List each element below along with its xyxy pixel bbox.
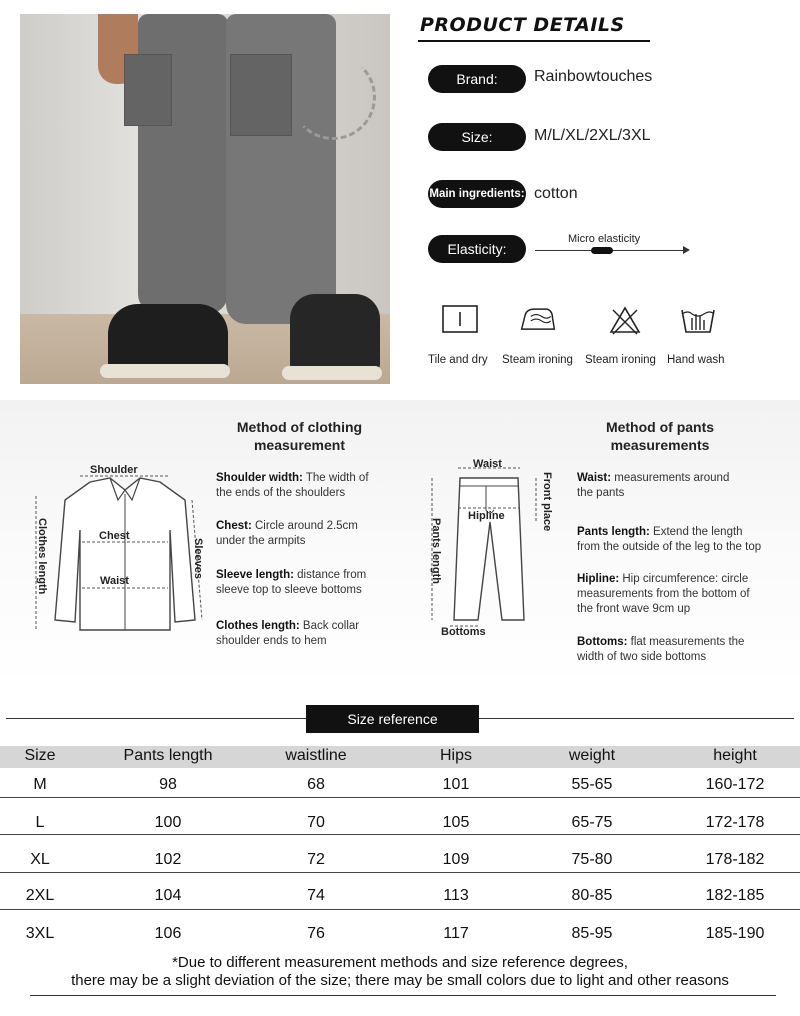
pants-method-title xyxy=(580,418,740,454)
clothing-item-sleeve xyxy=(216,568,386,598)
table-cell: 80-85 xyxy=(571,887,613,904)
photo-cargo-pocket-left xyxy=(124,54,172,126)
pants-method-title-line2: measurements xyxy=(610,437,710,453)
pants-desc: width of two side bottoms xyxy=(577,651,707,663)
table-cell: 100 xyxy=(154,814,182,831)
table-header-cell: height xyxy=(713,747,757,764)
clothing-term: Sleeve length: xyxy=(216,569,294,581)
elasticity-value: Micro elasticity xyxy=(568,233,641,245)
table-header-cell: Pants length xyxy=(123,747,213,764)
brand-label: Brand: xyxy=(428,65,526,93)
pants-desc: Hip circumference: circle xyxy=(619,573,749,585)
clothing-desc: distance from xyxy=(293,569,367,581)
photo-cargo-pocket-right xyxy=(230,54,292,136)
pants-desc: the pants xyxy=(577,487,625,499)
table-cell: 55-65 xyxy=(571,776,613,793)
care-label-tumble-dry: Tile and dry xyxy=(428,354,488,366)
tumble-dry-icon xyxy=(441,302,481,338)
size-label: Size: xyxy=(428,123,526,151)
table-header-cell: Hips xyxy=(439,747,472,764)
table-cell: 68 xyxy=(307,776,325,793)
clothing-method-title-line2: measurement xyxy=(253,437,346,453)
table-row-divider xyxy=(0,797,800,798)
clothing-desc: Back collar xyxy=(299,620,360,632)
size-reference-rule-right xyxy=(479,718,794,719)
clothing-desc: the ends of the shoulders xyxy=(216,487,346,499)
size-note-line1: *Due to different measurement methods and size reference degrees, xyxy=(172,954,628,971)
pants-method-title-line1: Method of pants xyxy=(605,419,715,435)
pants-front-label: Front place xyxy=(541,472,553,532)
shirt-sleeves-label: Sleeves xyxy=(192,538,204,579)
clothing-item-length xyxy=(216,619,386,649)
table-cell: 104 xyxy=(154,887,182,904)
pants-desc: measurements from the bottom of xyxy=(577,588,750,600)
shirt-length-label: Clothes length xyxy=(36,518,48,595)
bottom-divider xyxy=(30,995,776,996)
pants-desc: flat measurements the xyxy=(627,636,745,648)
table-cell: 172-178 xyxy=(705,814,765,831)
table-cell: 102 xyxy=(154,851,182,868)
table-cell: 2XL xyxy=(25,887,55,904)
table-cell: 76 xyxy=(307,925,325,942)
care-label-no-iron: Steam ironing xyxy=(585,354,656,366)
table-cell: 185-190 xyxy=(705,925,765,942)
pants-item-length xyxy=(577,525,792,555)
table-cell: 101 xyxy=(442,776,470,793)
table-cell: M xyxy=(33,776,47,793)
table-cell: 70 xyxy=(307,814,325,831)
table-cell: 106 xyxy=(154,925,182,942)
pants-desc: the front wave 9cm up xyxy=(577,603,691,615)
photo-chain xyxy=(290,54,376,140)
table-cell: 65-75 xyxy=(571,814,613,831)
clothing-desc: sleeve top to sleeve bottoms xyxy=(216,584,362,596)
ingredients-label: Main ingredients: xyxy=(428,180,526,208)
table-header-cell: Size xyxy=(24,747,56,764)
care-label-hand-wash: Hand wash xyxy=(667,354,725,366)
table-cell: 74 xyxy=(307,887,325,904)
care-label-iron: Steam ironing xyxy=(502,354,573,366)
pants-desc: from the outside of the leg to the top xyxy=(577,541,762,553)
table-cell: 72 xyxy=(307,851,325,868)
pants-desc: Extend the length xyxy=(649,526,743,538)
table-cell: 109 xyxy=(442,851,470,868)
table-cell: XL xyxy=(30,851,50,868)
clothing-desc: shoulder ends to hem xyxy=(216,635,327,647)
shirt-chest-label: Chest xyxy=(99,530,130,542)
pants-bottoms-label: Bottoms xyxy=(441,626,486,638)
table-cell: 105 xyxy=(442,814,470,831)
table-row-divider xyxy=(0,834,800,835)
clothing-term: Clothes length: xyxy=(216,620,300,632)
pants-desc: measurements around xyxy=(611,472,730,484)
photo-right-shoe xyxy=(290,294,380,374)
clothing-item-chest xyxy=(216,519,386,549)
clothing-method-title xyxy=(212,418,387,454)
table-cell: 178-182 xyxy=(705,851,765,868)
pants-length-label: Pants length xyxy=(430,518,442,585)
size-reference-title: Size reference xyxy=(306,705,479,733)
table-cell: 113 xyxy=(443,887,469,904)
shirt-diagram xyxy=(30,470,210,640)
elasticity-arrow-icon xyxy=(683,246,690,254)
title-underline xyxy=(418,40,650,42)
table-row-divider xyxy=(0,872,800,873)
clothing-desc: The width of xyxy=(302,472,369,484)
table-cell: 117 xyxy=(443,925,469,942)
pants-item-bottoms xyxy=(577,635,787,665)
hand-wash-icon xyxy=(678,302,718,338)
shirt-shoulder-label: Shoulder xyxy=(90,464,138,476)
pants-term: Waist: xyxy=(577,472,612,484)
table-row-divider xyxy=(0,909,800,910)
table-cell: 75-80 xyxy=(571,851,613,868)
brand-value: Rainbowtouches xyxy=(534,68,653,85)
product-photo xyxy=(20,14,390,384)
table-cell: 182-185 xyxy=(705,887,765,904)
clothing-desc: Circle around 2.5cm xyxy=(251,520,358,532)
clothing-item-shoulder xyxy=(216,471,386,501)
iron-icon xyxy=(518,302,558,338)
table-cell: L xyxy=(35,814,45,831)
pants-item-waist xyxy=(577,471,787,501)
product-details-title: PRODUCT DETAILS xyxy=(420,14,625,36)
clothing-term: Chest: xyxy=(216,520,252,532)
pants-term: Hipline: xyxy=(577,573,620,585)
ingredients-value: cotton xyxy=(534,185,578,202)
photo-right-sole xyxy=(282,366,382,380)
photo-left-sole xyxy=(100,364,230,378)
pants-term: Bottoms: xyxy=(577,636,628,648)
table-header-cell: waistline xyxy=(285,747,347,764)
clothing-method-title-line1: Method of clothing xyxy=(236,419,363,435)
pants-waist-label: Waist xyxy=(473,458,502,470)
pants-item-hipline xyxy=(577,572,787,617)
shirt-waist-label: Waist xyxy=(100,575,129,587)
table-cell: 160-172 xyxy=(705,776,765,793)
no-iron-icon xyxy=(605,302,645,338)
elasticity-label: Elasticity: xyxy=(428,235,526,263)
size-reference-rule-left xyxy=(6,718,306,719)
elasticity-marker xyxy=(591,247,613,254)
size-value: M/L/XL/2XL/3XL xyxy=(534,127,651,144)
table-cell: 85-95 xyxy=(571,925,613,942)
size-note-line2: there may be a slight deviation of the size; there may be small colors due to light and other reasons xyxy=(71,972,729,989)
clothing-desc: under the armpits xyxy=(216,535,306,547)
table-cell: 98 xyxy=(159,776,177,793)
pants-term: Pants length: xyxy=(577,526,650,538)
table-cell: 3XL xyxy=(25,925,55,942)
table-header-cell: weight xyxy=(568,747,616,764)
clothing-term: Shoulder width: xyxy=(216,472,303,484)
pants-hipline-label: Hipline xyxy=(468,510,505,522)
